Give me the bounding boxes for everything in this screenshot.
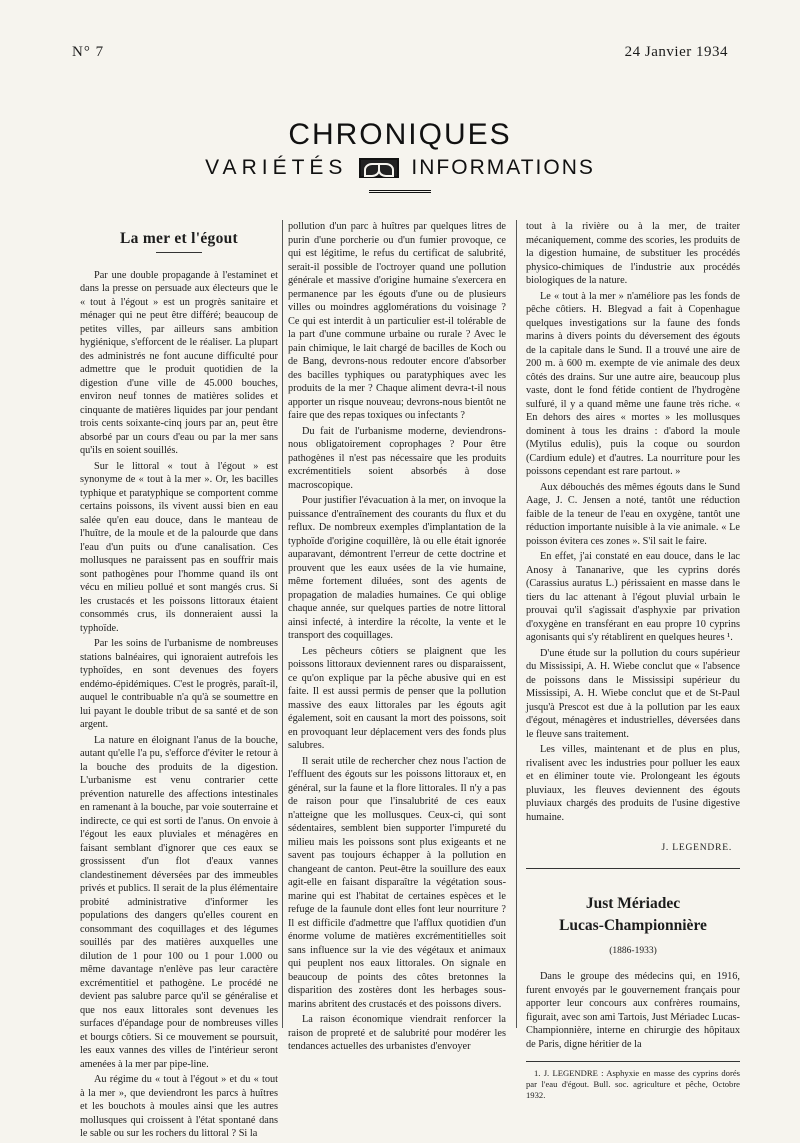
paragraph: pollution d'un parc à huîtres par quelques litres de purin d'une porcherie ou d'un fumier provoque, ce qui est légitime, le refus du certificat de salubrité, serait-il possible de l'octroyer quand une pollution générale et massive d'origine humaine s'exercera en permanence par les égouts d'une ou de plusieurs villes ou moindres agglomérations du voisinage ? Ce qui est interdit à un particulier est-il tolérable de la part d'une commune urbaine ou rurale ? Avec le pain chimique, le lait chargé de bacilles de Koch ou de Bang, devrons-nous redouter encore d'absorber des bacilles typhiques ou paratyphiques avec les produits de la mer ? Chaque aliment devra-t-il nous apporter un risque nouveau; devrons-nous bientôt ne faire que des repas toxiques ou infectants ? xyxy=(288,221,506,421)
article-separator xyxy=(526,868,740,869)
paragraph: Il serait utile de rechercher chez nous l'action de l'effluent des égouts sur les poissons littoraux et, en général, sur la faune et la flore littorales. Il n'y a pas de raison pour que l'insalubrité de ces eaux n'atteigne que les mollusques. Ceux-ci, qui sont sédentaires, semblent bien supporter l'impureté du milieu mais les poissons sont plus exigeants et ne savent pas toujours échapper à la pollution en changeant de canton. Peut-être la souillure des eaux agit-elle en faisant disparaître la végétation sous-marine qui est l'habitat de certaines espèces et le refuge de la faunule dont elles font leur nourriture ? Il est difficile d'admettre que l'afflux quotidien d'un énorme volume de matières excrémentitielles soit sans influence sur la vie des végétaux et animaux qui peuplent nos eaux littorales. On signale en beaucoup de points des côtes bretonnes la disparition des zostères dont les herbages sous-marins abritent des crustacés et des poissons divers. xyxy=(288,755,506,1010)
masthead xyxy=(0,118,800,193)
column-1 xyxy=(80,232,278,1143)
column-2 xyxy=(288,220,506,1056)
paragraph: Par les soins de l'urbanisme de nombreuses stations balnéaires, qui ignoraient autrefois les typhoïdes, en sont devenues des foyers endémo-épidémiques. C'est le progrès, paraît-il, auquel le contribuable n'a qu'à se soumettre en lui payant le double tribut de sa santé et de son argent. xyxy=(80,638,278,730)
column-divider xyxy=(282,220,283,1028)
paragraph: Sur le littoral « tout à l'égout » est synonyme de « tout à la mer ». Or, les bacilles typhique et paratyphique se comportent comme certains poissons, ils vivent aussi bien en eau salée qu'en eau douce, dans le manteau de l'huître, de la moule et de la palourde que dans l'eau d'un puits ou d'une canalisation. Ces mollusques ne paraissent pas en souffrir mais sont pathogènes pour l'homme quand ils ont vécu en milieu pollué et sont mangés crus. Si les crustacés et les poissons littoraux étaient consommés crus, ils donneraient aussi la typhoïde. xyxy=(80,460,278,634)
title-rule xyxy=(156,252,202,253)
masthead-subtitle xyxy=(0,156,800,180)
masthead-varietes: VARIÉTÉS xyxy=(205,156,348,179)
paragraph: D'une étude sur la pollution du cours supérieur du Mississipi, A. H. Wiebe conclut que « l'absence de poissons dans le Mississipi supérieur du Mississipi, A. H. Wiebe conclut que et de St-Paul jusqu'à Prescot est due à la pollution par les eaux d'égout, ménagères et industrielles, déversées dans le fleuve sans traitement. xyxy=(526,647,740,740)
paragraph: Aux débouchés des mêmes égouts dans le Sund Aage, J. C. Jensen a noté, tantôt une réduction faible de la teneur de l'eau en oxygène, tantôt une réduction importante nuisible à la vie animale. « Le poisson évitera ces zones ». S'il sait le faire. xyxy=(526,481,740,547)
masthead-informations: INFORMATIONS xyxy=(411,156,595,179)
issue-number: N° 7 xyxy=(72,44,105,60)
masthead-rule xyxy=(369,190,431,193)
footnote-separator xyxy=(526,1061,740,1062)
paragraph: Les pêcheurs côtiers se plaignent que les poissons littoraux deviennent rares ou disparaissent, ce qu'on explique par la pêche abusive qui en est faite. Il est aussi permis de penser que la pollution massive des eaux littorales par les égouts agit également, soit en causant la mort des poissons, soit en provoquant leur déplacement vers des fonds plus salubres. xyxy=(288,645,506,751)
column-3 xyxy=(526,220,740,1101)
paragraph: En effet, j'ai constaté en eau douce, dans le lac Anosy à Tananarive, que les cyprins dorés (Carassius auratus L.) périssaient en masse dans le tiers du lac attenant à l'égout pluvial urbain le prouvai qu'il s'agissait d'asphyxie par privation d'oxygène en transférant en eau propre 10 cyprins agonisants qui s'y rétablirent en quelques heures ¹. xyxy=(526,551,740,643)
author-signature: J. LEGENDRE. xyxy=(661,843,732,853)
paragraph: Le « tout à la mer » n'améliore pas les fonds de pêche côtiers. H. Blegvad a fait à Copenhague quelques investigations sur la faune des fonds marins à divers points du déversement des égouts de la capitale dans le Sund. Il a trouvé une aire de 200 m. à 600 m. exempte de vie animale des deux côtés des drains. Sur une autre aire, beaucoup plus vaste, dont le fond fétide contient de l'hydrogène sulfuré, il y a quand même une faune très riche. « En dehors des aires « mortes » les mollusques dominent à tous les drains : d'abord la moule (Mytilus edulis), puis la coque ou sourdon (Cardium edule) et d'autres. La nourriture pour les poissons cependant est rare partout. » xyxy=(526,290,740,477)
footnote: 1. J. LEGENDRE : Asphyxie en masse des cyprins dorés par l'eau d'égout. Bull. soc. agriculture et pêche, Octobre 1932. xyxy=(526,1068,740,1100)
obituary-title-line-1: Just Mériadec xyxy=(585,894,681,912)
column-divider xyxy=(516,220,517,1028)
paragraph: La nature en éloignant l'anus de la bouche, autant qu'elle l'a pu, s'efforce d'éviter le retour à la bouche des produits de la digestion. L'urbanisme est venu contrarier cette prévention naturelle des affections intestinales en ramenant à la bouche, par voie souterraine et indirecte, ce qui est sorti de l'anus. On envoie à l'égout les eaux pluviales et ménagères en faisant semblant d'ignorer que ces eaux se grossissent d'un flot d'eaux vannes clandestinement déversées par des immeubles privés et publics. Il serait de la plus élémentaire probité administrative d'informer les populations des dangers qu'elles courent en consommant des coquillages et des légumes souillés par des matières auxquelles une dilution de 1 pour 100 ou 1 pour 1.000 ou même davantage n'enlève pas leur caractère excrémentitiel et pathogène. Le procédé ne devient pas salubre parce qu'il se généralise et que nos eaux littorales sont devenues les surfaces d'épandage pour de nombreuses villes et bourgs côtiers. Si ce mouvement se poursuit, les eaux vannes des villes de l'intérieur seront amenées à la mer par pipe-line. xyxy=(80,734,278,1070)
issue-date: 24 Janvier 1934 xyxy=(624,44,728,60)
obituary-title-line-2: Lucas-Championnière xyxy=(559,916,707,934)
ornament-icon xyxy=(359,158,399,178)
paragraph: Dans le groupe des médecins qui, en 1916, furent envoyés par le gouvernement français pour apporter leur concours aux confrères roumains, figurait, avec son ami Tartois, Just Mériadec Lucas-Championnière, interne en chirurgie des hôpitaux de Paris, digne héritier de la xyxy=(526,971,740,1050)
masthead-title: CHRONIQUES xyxy=(288,118,512,151)
paragraph: tout à la rivière ou à la mer, de traiter mécaniquement, comme des scories, les produits de la digestion humaine, de substituer les procédés physico-chimiques de l'industrie aux procédés biologiques de la nature. xyxy=(526,221,740,286)
article-title: La mer et l'égout xyxy=(119,230,239,247)
obituary-dates: (1886-1933) xyxy=(609,945,657,956)
paragraph: Au régime du « tout à l'égout » et du « tout à la mer », que deviendront les parcs à huîtres et les bouchots à moules ainsi que les autres mollusques qui croissent à l'état spontané dans le sable ou sur les rochers du littoral ? Si la xyxy=(80,1074,278,1139)
paragraph: Pour justifier l'évacuation à la mer, on invoque la puissance d'entraînement des courants du flux et du reflux. De nombreux exemples d'implantation de la typhoïde d'origine coquillère, là ou elle était ignorée auparavant, démontrent l'erreur de cette doctrine et prouvent que les eaux usées de la vie humaine, même fortement diluées, sont des agents de propagation de maladies humaines. Ce qui oblige chaque année, sur quelques parties de notre littoral ainsi infecté, à interdire la récolte, la vente et le transport des coquillages. xyxy=(288,495,506,641)
paragraph: La raison économique viendrait renforcer la raison de propreté et de salubrité pour modérer les tendances actuelles des urbanistes d'envoyer xyxy=(288,1014,506,1052)
paragraph: Les villes, maintenant et de plus en plus, rivalisent avec les industries pour polluer les eaux et en éliminer toute vie. Prolongeant les égouts pluviaux, les fleuves deviennent des égouts pluviaux chargés des produits de l'usine digestive humaine. xyxy=(526,744,740,823)
paragraph: Du fait de l'urbanisme moderne, deviendrons-nous obligatoirement coprophages ? Pour être pathogènes il n'est pas nécessaire que les produits excrémentitiels soient absorbés à dose macroscopique. xyxy=(288,425,506,491)
paragraph: Par une double propagande à l'estaminet et dans la presse on persuade aux électeurs que le « tout à l'égout » est un progrès sanitaire et ménager qui ne peut être différé; beaucoup de petites villes, par ailleurs sans ambition hygiénique, s'efforcent de le réaliser. La plupart des administrés ne font aucune difficulté pour admettre que le produit quotidien de la digestion d'une ville de 45.000 bouches, environ neuf tonnes de matières solides et cinquante de matières liquides par jour pendant trois cents soixante-cinq jours par an, peut être absorbé par un cours d'eau ou par la mer sans qu'ils en soient souillés. xyxy=(80,269,278,456)
